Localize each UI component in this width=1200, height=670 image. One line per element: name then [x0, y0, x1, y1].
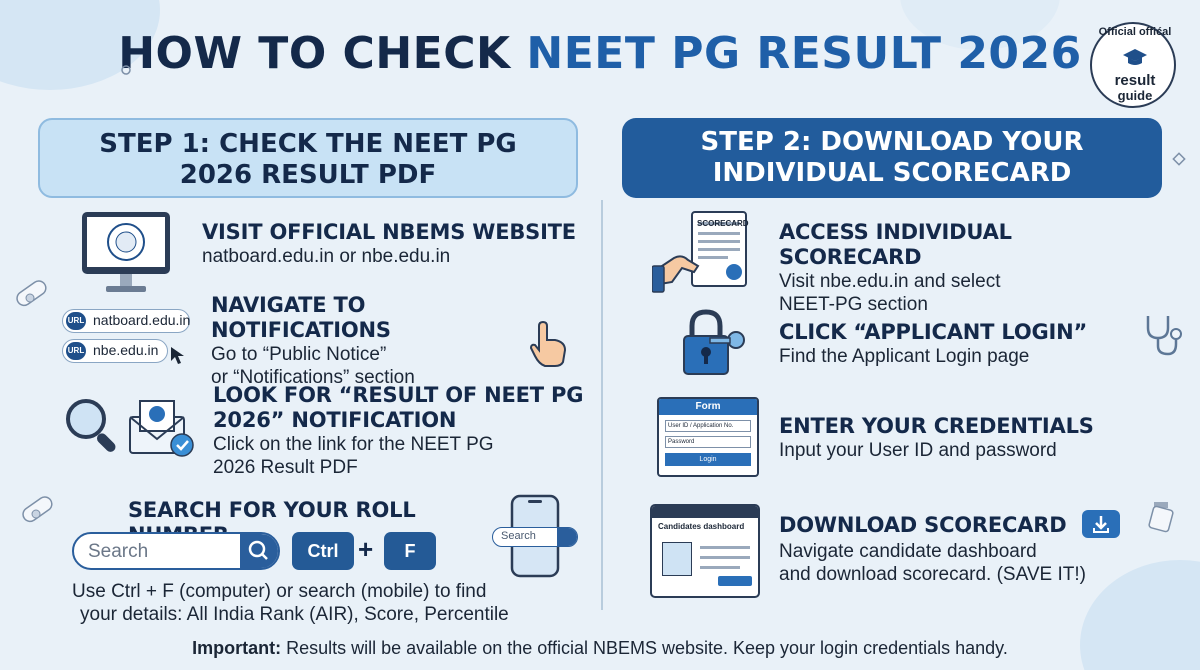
step2-header [622, 118, 1162, 198]
title-part2: NEET PG RESULT 2026 [526, 28, 1082, 79]
medicine-bottle-icon [1148, 500, 1176, 534]
dashboard-line [700, 566, 740, 569]
step1-item3-text1: Click on the link for the NEET PG [213, 434, 494, 455]
padlock-key-icon [680, 308, 752, 378]
url-pill-nbe[interactable] [62, 339, 168, 363]
form-title: Form [659, 399, 757, 415]
step1-item-visit [202, 220, 592, 268]
search-box[interactable] [72, 532, 280, 570]
guide-badge [1090, 22, 1176, 108]
step2-item4-text2: and download scorecard. (SAVE IT!) [779, 564, 1086, 585]
pointing-hand-icon [525, 320, 573, 368]
step2-item2-text: Find the Applicant Login page [779, 346, 1030, 367]
step1-item4-text1: Use Ctrl + F (computer) or search (mobile) to find [72, 581, 487, 602]
step1-item1-text: natboard.edu.in or nbe.edu.in [202, 246, 451, 267]
step1-header [38, 118, 578, 198]
step1-item-lookfor [213, 383, 593, 479]
phone-search-bar[interactable] [492, 527, 578, 547]
search-icon [240, 534, 278, 568]
title-part1: HOW TO CHECK [118, 28, 511, 79]
step1-item3-title1: LOOK FOR “RESULT OF NEET PG [213, 383, 584, 407]
step2-item3-title: ENTER YOUR CREDENTIALS [779, 414, 1094, 438]
dashboard-label: Candidates dashboard [658, 522, 745, 531]
diploma-scroll-icon [16, 488, 60, 532]
badge-line2: guide [1117, 88, 1153, 103]
dashboard-button [718, 576, 752, 586]
url-badge: URL [66, 312, 86, 330]
step1-item3-text2: 2026 Result PDF [213, 457, 358, 478]
step2-heading-line2: INDIVIDUAL SCORECARD [712, 158, 1072, 188]
sparkle-icon [120, 64, 132, 76]
step1-item2-text1: Go to “Public Notice” [211, 344, 387, 365]
avatar [662, 542, 692, 576]
step2-item4-text1: Navigate candidate dashboard [779, 541, 1037, 562]
step1-item3-title2: 2026” NOTIFICATION [213, 408, 457, 432]
step2-item4-title: DOWNLOAD SCORECARD [779, 513, 1067, 537]
step2-heading-line1: STEP 2: DOWNLOAD YOUR [700, 127, 1084, 157]
plus-sign: + [358, 534, 374, 564]
search-button[interactable] [240, 534, 278, 568]
diploma-scroll-icon [10, 272, 54, 316]
envelope-check-icon [128, 395, 198, 461]
sparkle-icon [1172, 152, 1186, 166]
page-title [0, 28, 1200, 79]
phone-search-placeholder: Search [501, 530, 536, 542]
f-key: F [384, 532, 436, 570]
step1-item2-text2: or “Notifications” section [211, 367, 415, 388]
login-form-illustration [657, 397, 759, 477]
cursor-arrow-icon [170, 346, 186, 366]
step1-item1-title: VISIT OFFICIAL NBEMS WEBSITE [202, 220, 576, 244]
footer-note [0, 638, 1200, 659]
form-field-userid: User ID / Application No. [665, 420, 751, 432]
form-login-button: Login [665, 453, 751, 466]
download-button[interactable] [1082, 510, 1120, 538]
step2-item-access [779, 220, 1159, 316]
step2-item-credentials [779, 414, 1159, 462]
url-badge: URL [66, 342, 86, 360]
stethoscope-icon [1140, 312, 1186, 358]
step2-item1-text2: NEET-PG section [779, 294, 928, 315]
step2-item-download [779, 512, 1169, 586]
computer-monitor-icon [80, 210, 172, 296]
step1-item4-title: SEARCH FOR YOUR ROLL [128, 498, 416, 522]
dashboard-titlebar [652, 506, 758, 518]
footer-bold: Important: [192, 638, 282, 658]
graduation-cap-icon [1122, 48, 1148, 68]
dashboard-illustration [650, 504, 760, 598]
url-pill-text: nbe.edu.in [93, 342, 159, 358]
url-pill-natboard[interactable] [62, 309, 190, 333]
step1-item4-text2: your details: All India Rank (AIR), Score, Percentile [80, 604, 509, 625]
step2-item4-title-row [779, 512, 1169, 540]
ctrl-key: Ctrl [292, 532, 354, 570]
step1-heading-line2: 2026 RESULT PDF [179, 160, 437, 190]
step1-item2-title: NAVIGATE TO NOTIFICATIONS [211, 293, 391, 342]
step1-heading-line1: STEP 1: CHECK THE NEET PG [99, 129, 517, 159]
column-divider [601, 200, 603, 610]
dashboard-line [700, 556, 750, 559]
url-pill-text: natboard.edu.in [93, 312, 191, 328]
search-placeholder: Search [88, 541, 149, 562]
magnifying-glass-icon [62, 395, 124, 457]
phone-search-button[interactable] [557, 528, 577, 546]
step1-item-navigate [211, 293, 541, 389]
footer-text: Results will be available on the official NBEMS website. Keep your login credentials handy. [281, 638, 1008, 658]
step1-item-search-text [72, 580, 572, 626]
step2-item1-title: ACCESS INDIVIDUAL SCORECARD [779, 220, 1012, 269]
download-icon [1082, 510, 1120, 538]
step2-item-login [779, 320, 1159, 368]
step2-item3-text: Input your User ID and password [779, 440, 1057, 461]
step2-item1-text1: Visit nbe.edu.in and select [779, 271, 1001, 292]
dashboard-line [700, 546, 750, 549]
scorecard-label: SCORECARD [697, 219, 749, 228]
form-field-password: Password [665, 436, 751, 448]
step2-item2-title: CLICK “APPLICANT LOGIN” [779, 320, 1088, 344]
badge-arc-text: Official offićal [1098, 26, 1172, 38]
badge-line1: result [1114, 72, 1156, 89]
